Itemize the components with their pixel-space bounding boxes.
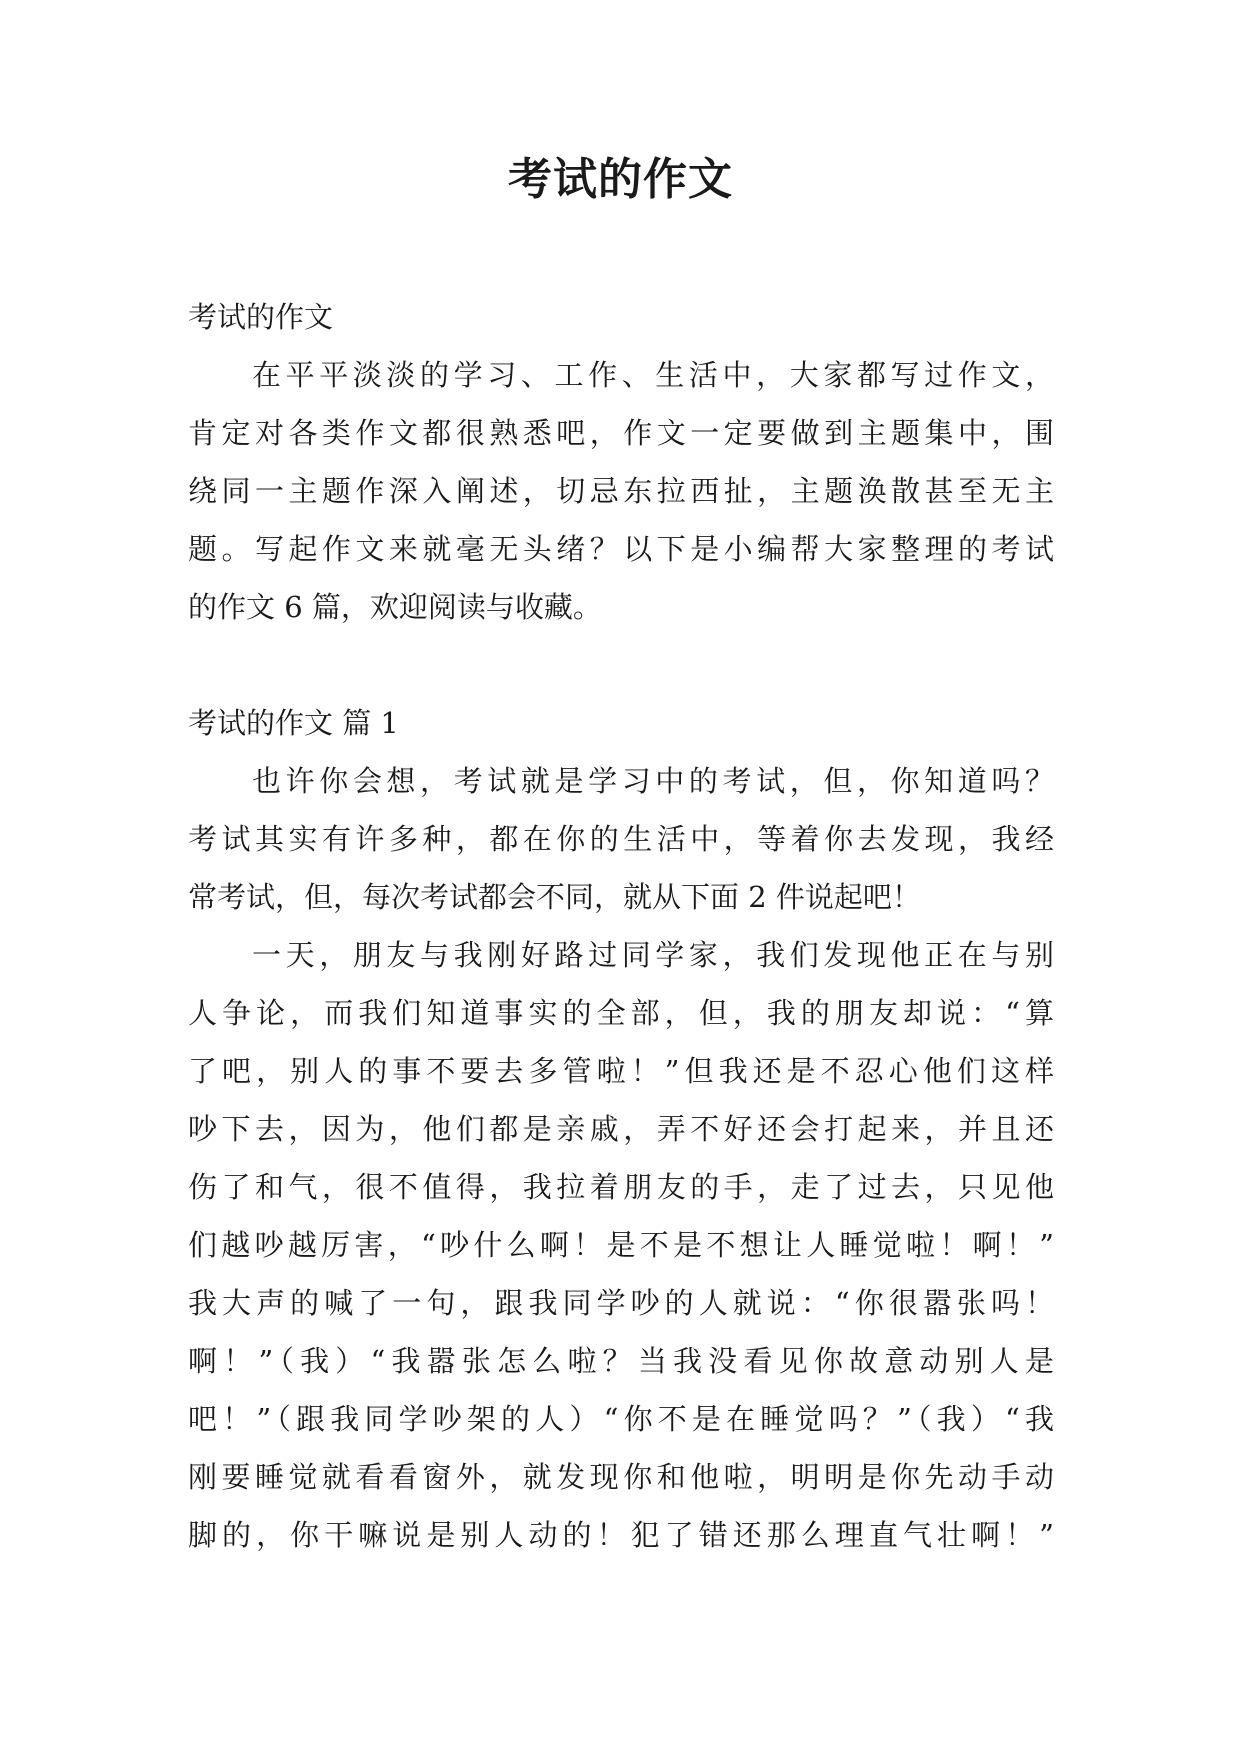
- paragraph-line: 肯定对各类作文都很熟悉吧，作文一定要做到主题集中，围: [188, 416, 1054, 450]
- section-1-paragraph-2: [188, 926, 1054, 1564]
- intro-heading: 考试的作文: [188, 300, 334, 334]
- paragraph-line: 伤了和气，很不值得，我拉着朋友的手，走了过去，只见他: [188, 1170, 1054, 1204]
- paragraph-line: 常考试，但，每次考试都会不同，就从下面 2 件说起吧！: [188, 880, 921, 914]
- intro-paragraph: [188, 346, 1054, 636]
- section-1-paragraph-1: [188, 752, 1054, 926]
- section-1-heading: 考试的作文 篇 1: [188, 706, 399, 740]
- paragraph-line: 脚的，你干嘛说是别人动的！犯了错还那么理直气壮啊！”: [188, 1518, 1054, 1552]
- paragraph-line: 绕同一主题作深入阐述，切忌东拉西扯，主题涣散甚至无主: [188, 474, 1054, 508]
- paragraph-line: 吵下去，因为，他们都是亲戚，弄不好还会打起来，并且还: [188, 1112, 1054, 1146]
- paragraph-line: 也许你会想，考试就是学习中的考试，但，你知道吗？: [252, 764, 1054, 798]
- paragraph-line: 人争论，而我们知道事实的全部，但，我的朋友却说：“算: [188, 996, 1054, 1030]
- document-body: [188, 288, 1054, 1564]
- paragraph-line: 吧！”（跟我同学吵架的人）“你不是在睡觉吗？”（我）“我: [188, 1402, 1054, 1436]
- paragraph-line: 们越吵越厉害，“吵什么啊！是不是不想让人睡觉啦！啊！”: [188, 1228, 1054, 1262]
- paragraph-line: 一天，朋友与我刚好路过同学家，我们发现他正在与别: [252, 938, 1054, 972]
- paragraph-line: 考试其实有许多种，都在你的生活中，等着你去发现，我经: [188, 822, 1054, 856]
- paragraph-line: 刚要睡觉就看看窗外，就发现你和他啦，明明是你先动手动: [188, 1460, 1054, 1494]
- paragraph-line: 题。写起作文来就毫无头绪？以下是小编帮大家整理的考试: [188, 532, 1054, 566]
- document-title: 考试的作文: [508, 154, 733, 205]
- paragraph-line: 啊！”（我）“我嚣张怎么啦？当我没看见你故意动别人是: [188, 1344, 1054, 1378]
- paragraph-line: 的作文 6 篇，欢迎阅读与收藏。: [188, 590, 602, 624]
- section-spacer: [188, 636, 1054, 694]
- paragraph-line: 在平平淡淡的学习、工作、生活中，大家都写过作文，: [252, 358, 1054, 392]
- paragraph-line: 我大声的喊了一句，跟我同学吵的人就说：“你很嚣张吗！: [188, 1286, 1054, 1320]
- paragraph-line: 了吧，别人的事不要去多管啦！”但我还是不忍心他们这样: [188, 1054, 1054, 1088]
